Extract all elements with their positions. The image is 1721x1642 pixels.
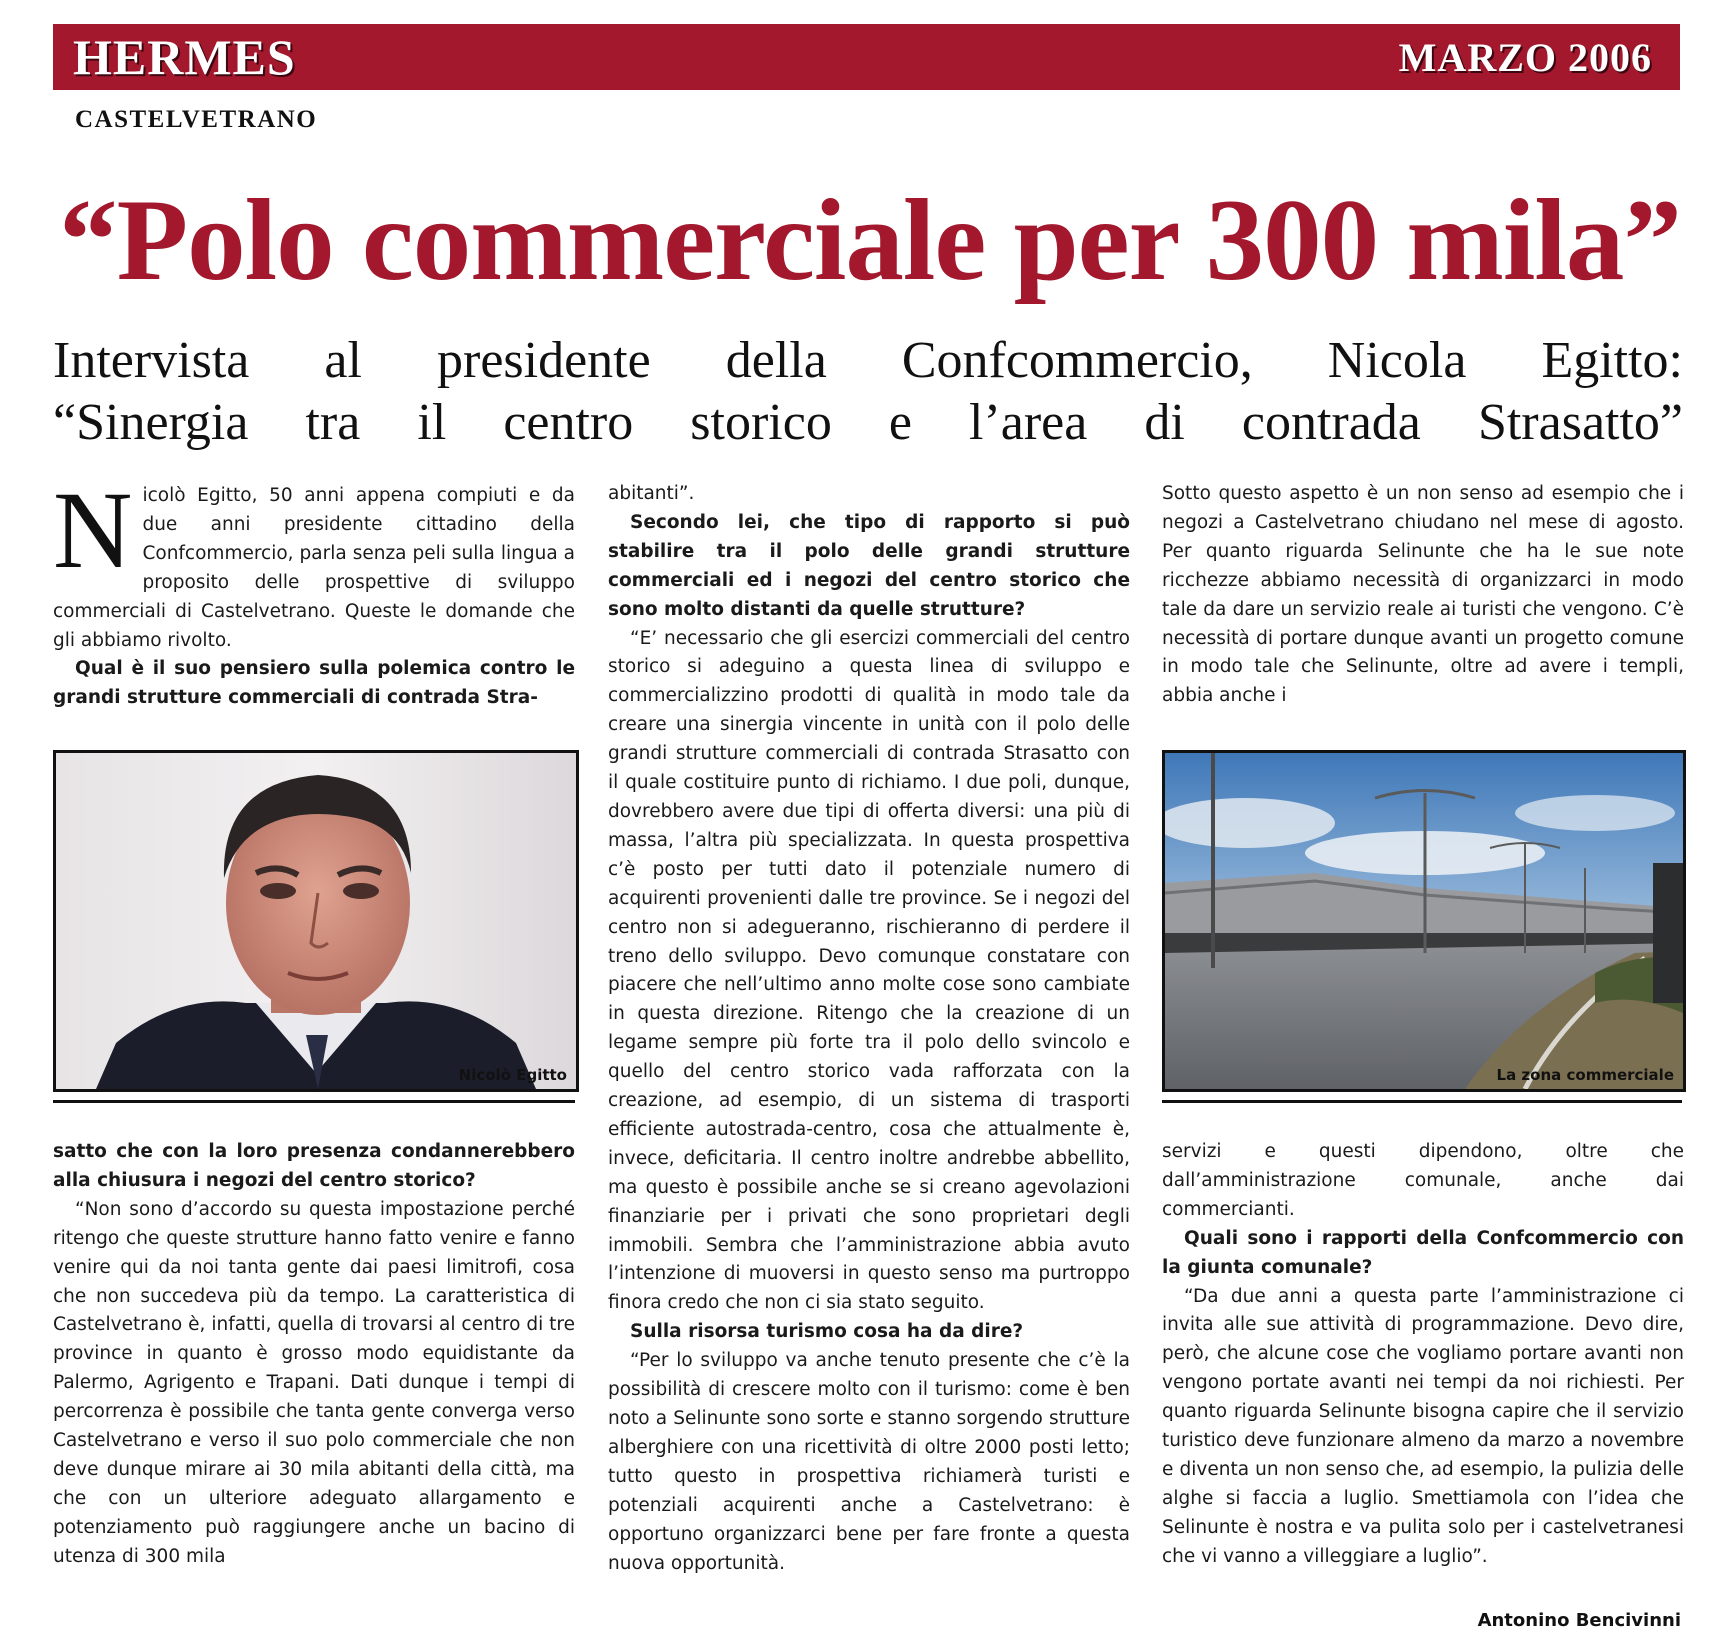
issue-date: MARZO 2006 <box>1398 35 1652 80</box>
portrait-image <box>56 753 576 1089</box>
column-3-bottom <box>1162 1138 1684 1572</box>
column-2 <box>608 480 1130 1578</box>
author-signature: Antonino Bencivinni <box>1477 1610 1681 1631</box>
answer-1: “Non sono d’accordo su questa impostazione perché ritengo che queste strutture hanno fatto venire e fanno venire qui da noi tanta gente dai paesi limitrofi, cosa che non succedeva più da tempo. La caratteristica di Castelvetrano è, infatti, quella di trovarsi al centro di tre province in quanto è grosso modo equidistante da Palermo, Agrigento e Trapani. Dati dunque i tempi di percorrenza è possibile che tanta gente converga verso Castelvetrano e verso il suo polo commerciale che non deve dunque mirare ai 30 mila abitanti della città, ma che con un ulteriore adeguato allargamento e potenziamento può raggiungere anche un bacino di utenza di 300 mila <box>53 1198 575 1567</box>
answer-2: “E’ necessario che gli esercizi commerciali del centro storico si adeguino a questa linea di sviluppo e commercializzino prodotti di qualità in modo tale da creare una sinergia vincente in unità con il polo delle grandi strutture commerciali di contrada Strasatto con il quale costituire punto di richiamo. I due poli, dunque, dovrebbero avere due tipi di offerta diversi: una più di massa, l’altra più specializzata. In questa prospettiva c’è posto per tutti dato il potenziale numero di acquirenti provenienti dalle tre province. Se i negozi del centro non si adegueranno, rischieranno di perdere il treno dello sviluppo. Devo comunque constatare con piacere che nell’ultimo anno molte cose sono cambiate in questa direzione. Ritengo che la creazione di un legame sempre più forte tra il polo dello svincolo e quello del centro storico vada rafforzata con la creazione, ad esempio, di un sistema di trasporti efficiente autostrada-centro, cosa che attualmente è, invece, deficitaria. Il centro inoltre andrebbe abbellito, ma questo è possibile anche se si creano agevolazioni finanziarie per i privati che sono proprietari degli immobili. Sembra che l’amministrazione abbia avuto l’intenzione di muoversi in questo senso ma purtroppo finora credo che non ci sia stato seguito. <box>608 627 1130 1314</box>
question-3: Sulla risorsa turismo cosa ha da dire? <box>630 1321 1024 1343</box>
answer-3: “Per lo sviluppo va anche tenuto presente che c’è la possibilità di crescere molto con il turismo: come è ben noto a Selinunte sono sorte e stanno sorgendo strutture alberghiere con una ricettività di oltre 2000 posti letto; tutto questo in prospettiva richiamerà turisti e potenziali acquirenti anche a Castelvetrano: è opportuno organizzarci bene per fare fronte a questa nuova opportunità. <box>608 1350 1130 1574</box>
answer-3-continued: Sotto questo aspetto è un non senso ad esempio che i negozi a Castelvetrano chiudano nel mese di agosto. Per quanto riguarda Selinunte che ha le sue note ricchezze abbiamo necessità di organizzarci in modo tale da dare un servizio reale ai turisti che vengono. C’è necessità di portare dunque avanti un progetto comune in modo tale che Selinunte, oltre ad avere i templi, abbia anche i <box>1162 483 1684 707</box>
question-2: Secondo lei, che tipo di rapporto si può stabilire tra il polo delle grandi strutture commerciali ed i negozi del centro storico che sono molto distanti da quelle strutture? <box>608 511 1130 620</box>
question-1-start: Qual è il suo pensiero sulla polemica contro le grandi strutture commerciali di contrada Stra- <box>53 658 575 709</box>
answer-3-end: servizi e questi dipendono, oltre che dall’amministrazione comunale, anche dai commercianti. <box>1162 1141 1684 1220</box>
question-1-end: satto che con la loro presenza condannerebbero alla chiusura i negozi del centro storico? <box>53 1141 575 1191</box>
section-label: CASTELVETRANO <box>75 106 318 133</box>
drop-cap: N <box>53 469 133 591</box>
masthead-bar <box>53 24 1680 90</box>
portrait-caption: Nicolò Egitto <box>458 1066 567 1084</box>
subhead-line-1: Intervista al presidente della Confcommercio, Nicola Egitto: <box>53 332 1683 389</box>
column-1-bottom <box>53 1138 575 1572</box>
answer-4: “Da due anni a questa parte l’amministrazione ci invita alle sue attività di programmazione. Devo dire, però, che alcune cose che vogliamo portare avanti non vengono portate avanti nei tempi da noi richiesti. Per quanto riguarda Selinunte bisogna capire che il servizio turistico deve funzionare almeno da marzo a novembre e diventa un non senso che, ad esempio, la pulizia delle alghe si faccia a luglio. Smettiamola con l’idea che Selinunte è nostra e va pulita solo per i castelvetranesi che vi vanno a villeggiare a luglio”. <box>1162 1285 1684 1567</box>
answer-1-end: abitanti”. <box>608 483 695 504</box>
subhead-line-2: “Sinergia tra il centro storico e l’area di contrada Strasatto” <box>53 394 1683 451</box>
commercial-zone-image <box>1165 753 1683 1089</box>
commercial-zone-caption: La zona commerciale <box>1496 1066 1674 1084</box>
intro-paragraph <box>53 469 575 655</box>
column-3-top <box>1162 480 1684 711</box>
caption-rule-1 <box>53 1100 575 1103</box>
portrait-photo <box>53 750 579 1092</box>
column-1-top <box>53 469 575 713</box>
caption-rule-2 <box>1162 1100 1682 1103</box>
commercial-zone-photo <box>1162 750 1686 1092</box>
headline: “Polo commerciale per 300 mila” <box>59 176 1681 305</box>
intro-text: icolò Egitto, 50 anni appena compiuti e da due anni presidente cittadino della Confcommercio, parla senza peli sulla lingua a proposito delle prospettive di sviluppo commerciali di Castelvetrano. Queste le domande che gli abbiamo rivolto. <box>53 485 575 651</box>
newspaper-name: HERMES <box>73 29 296 85</box>
question-4: Quali sono i rapporti della Confcommercio con la giunta comunale? <box>1162 1227 1684 1278</box>
